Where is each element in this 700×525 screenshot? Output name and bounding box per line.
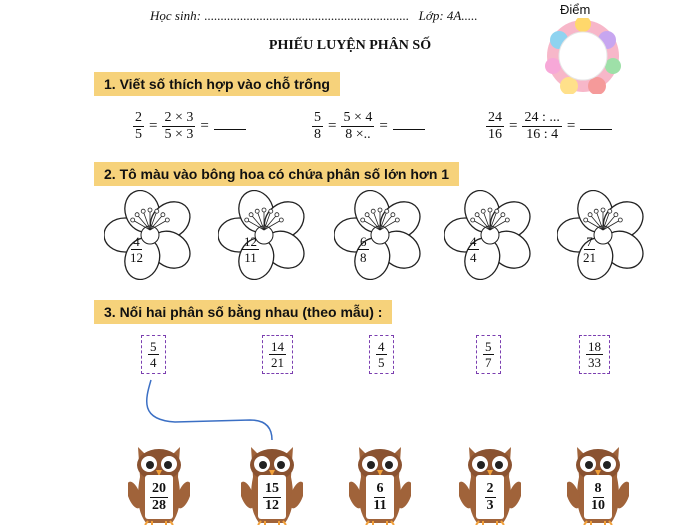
class-value: 4A..... [446, 8, 478, 23]
equals-sign: = [566, 118, 576, 134]
flower-fraction: $\frac{7}{21}$ [583, 234, 596, 265]
flower-fraction: $\frac{12}{11}$ [244, 234, 257, 265]
owl-fraction-card [584, 475, 612, 519]
fraction: $\frac{8}{10}$ [591, 480, 605, 513]
equals-sign: = [509, 118, 518, 134]
owl-card-1[interactable] [128, 437, 190, 523]
section2-heading: 2. Tô màu vào bông hoa có chứa phân số lớn hơn 1 [94, 162, 459, 186]
top-fraction-box-5[interactable] [579, 335, 610, 374]
flower-fraction: $\frac{4}{4}$ [470, 234, 477, 265]
owl-card-5[interactable] [567, 437, 629, 523]
owl-fraction-card [258, 475, 286, 519]
student-label: Học sinh: [150, 8, 201, 23]
fraction: $\frac{5}{4}$ [150, 339, 157, 370]
fraction: $\frac{6}{11}$ [373, 480, 387, 513]
fraction: $\frac{14}{21}$ [271, 339, 284, 370]
owl-card-4[interactable] [459, 437, 521, 523]
fraction: $\frac{24}{16}$ [488, 110, 502, 142]
fraction: $\frac{24 : ...}{16 : 4}$ [524, 110, 560, 142]
equals-sign: = [149, 118, 158, 134]
fraction: $\frac{5 \times 4}{8 \times..}$ [343, 110, 373, 142]
flower-fraction: $\frac{4}{12}$ [130, 234, 143, 265]
owl-fraction-card [366, 475, 394, 519]
fraction: $\frac{18}{33}$ [588, 339, 601, 370]
equals-sign: = [379, 118, 388, 134]
fraction: $\frac{5}{8}$ [314, 110, 321, 142]
owl-fraction-card [476, 475, 504, 519]
top-fraction-box-4[interactable] [476, 335, 501, 374]
top-fraction-box-3[interactable] [369, 335, 394, 374]
fraction: $\frac{2 \times 3}{5 \times 3}$ [164, 110, 194, 142]
flower-fraction: $\frac{6}{8}$ [360, 234, 367, 265]
owl-card-3[interactable] [349, 437, 411, 523]
equals-sign: = [328, 118, 337, 134]
section3-heading: 3. Nối hai phân số bằng nhau (theo mẫu) : [94, 300, 392, 324]
student-name-blank[interactable]: ............................................................... [204, 8, 409, 23]
equals-sign: = [200, 118, 209, 134]
class-label: Lớp: [418, 8, 444, 23]
fraction: $\frac{2}{5}$ [135, 110, 142, 142]
owl-card-2[interactable] [241, 437, 303, 523]
fraction: $\frac{20}{28}$ [152, 480, 166, 513]
owl-fraction-card [145, 475, 173, 519]
top-fraction-box-1[interactable] [141, 335, 166, 374]
top-fraction-box-2[interactable] [262, 335, 293, 374]
fraction: $\frac{2}{3}$ [486, 480, 494, 513]
fraction: $\frac{5}{7}$ [485, 339, 492, 370]
section1-heading: 1. Viết số thích hợp vào chỗ trống [94, 72, 340, 96]
score-label: Điểm [560, 2, 591, 17]
fraction: $\frac{4}{5}$ [378, 339, 385, 370]
worksheet-title: PHIẾU LUYỆN PHÂN SỐ [268, 38, 432, 53]
fraction: $\frac{15}{12}$ [265, 480, 279, 513]
